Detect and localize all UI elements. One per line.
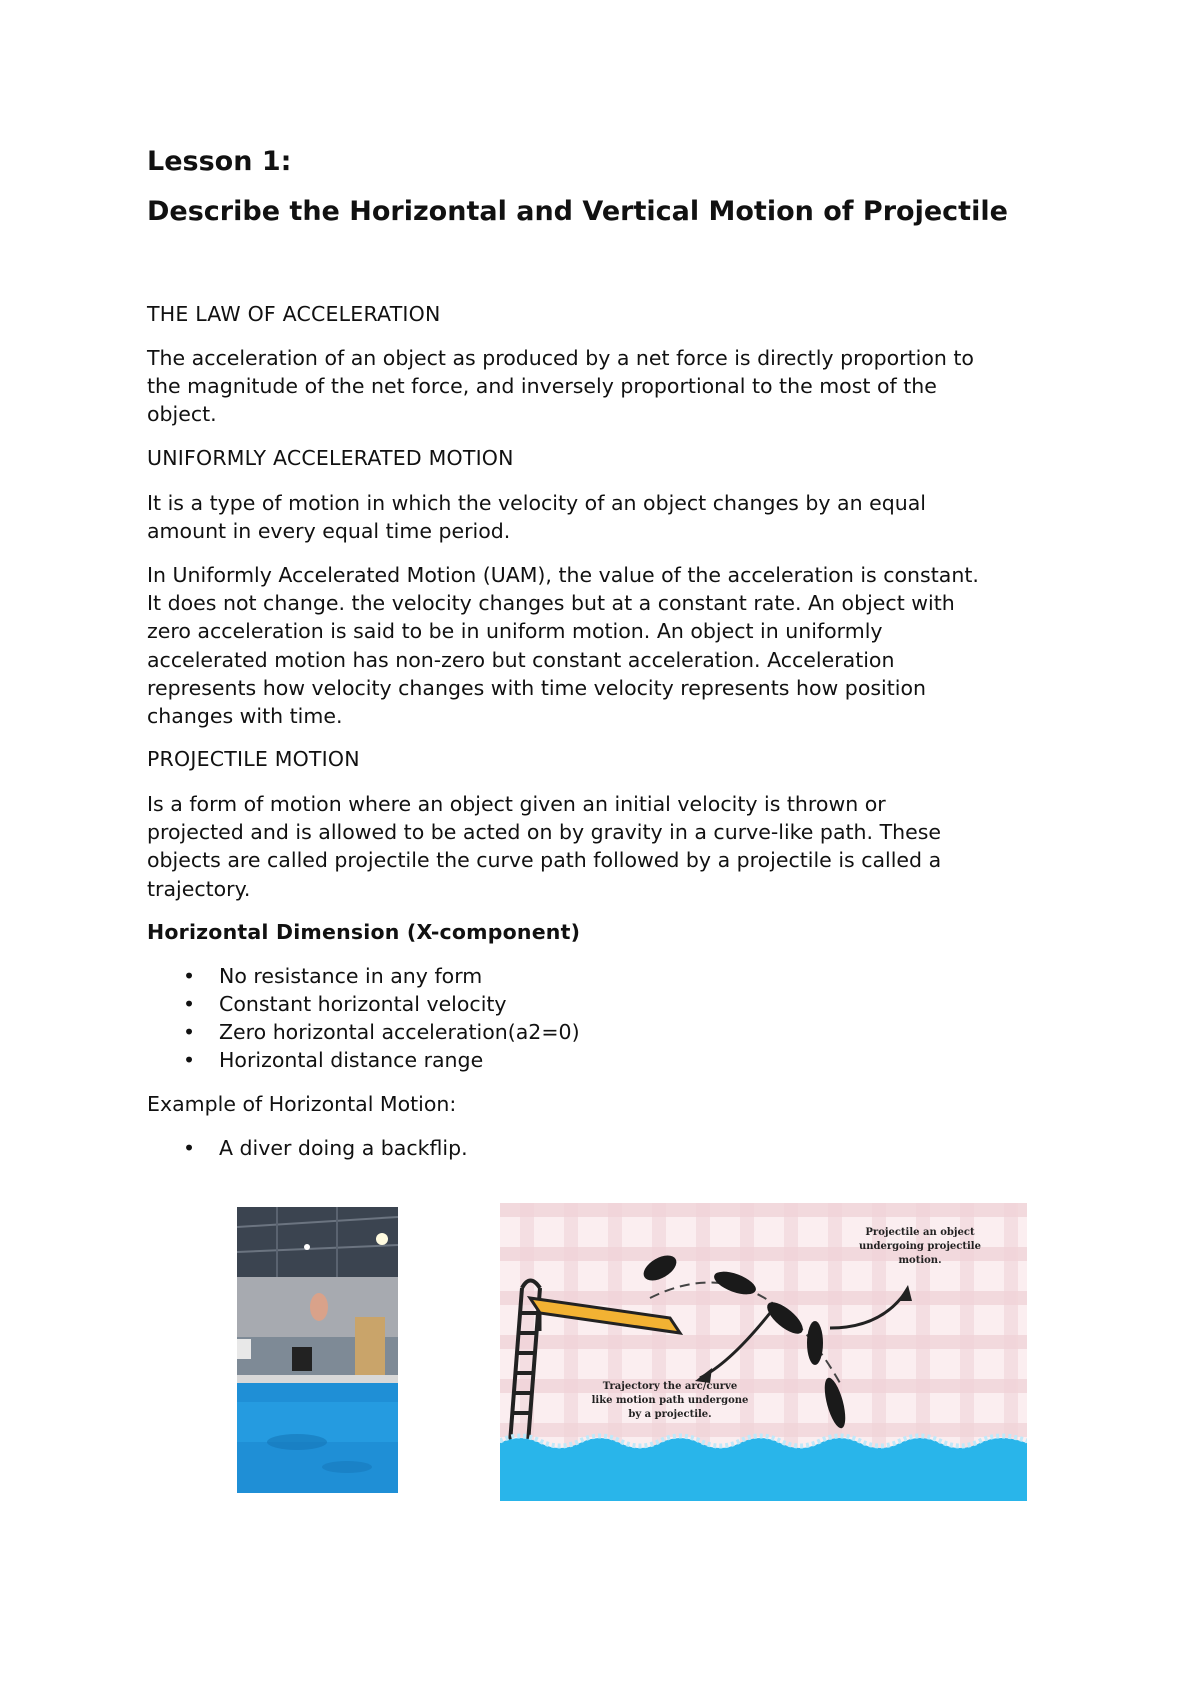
projectile-line: Is a form of motion where an object given an initial velocity is thrown or xyxy=(147,792,886,816)
projectile-line: objects are called projectile the curve path followed by a projectile is called a xyxy=(147,848,942,873)
projectile-label-line: motion. xyxy=(898,1255,942,1266)
projectile-label-line: Projectile an object xyxy=(865,1227,975,1238)
uam-heading: UNIFORMLY ACCELERATED MOTION xyxy=(147,446,514,470)
uam-line: In Uniformly Accelerated Motion (UAM), the value of the acceleration is constant. xyxy=(147,563,979,587)
example-label: Example of Horizontal Motion: xyxy=(147,1092,457,1116)
projectile-paragraph xyxy=(147,790,1067,903)
trajectory-label-line: by a projectile. xyxy=(628,1409,712,1420)
diver-photo xyxy=(237,1207,398,1493)
list-item: • Horizontal distance range xyxy=(147,1046,580,1074)
uam-line: represents how velocity changes with time velocity represents how position xyxy=(147,675,927,700)
projectile-line: trajectory. xyxy=(147,876,251,901)
law-line: object. xyxy=(147,402,217,427)
uam-paragraph-1 xyxy=(147,489,1067,545)
projectile-illustration xyxy=(500,1203,1027,1501)
list-item: • Zero horizontal acceleration(a2=0) xyxy=(147,1018,580,1046)
trajectory-label-line: like motion path undergone xyxy=(591,1395,749,1406)
lesson-number: Lesson 1: xyxy=(147,146,292,177)
trajectory-label-line: Trajectory the arc/curve xyxy=(602,1381,738,1392)
uam-line: It is a type of motion in which the velocity of an object changes by an equal xyxy=(147,491,926,515)
projectile-label-line: undergoing projectile xyxy=(859,1241,981,1252)
list-item: • A diver doing a backflip. xyxy=(147,1134,468,1162)
uam-line: It does not change. the velocity changes but at a constant rate. An object with xyxy=(147,591,955,616)
list-item: • No resistance in any form xyxy=(147,962,580,990)
projectile-line: projected and is allowed to be acted on by gravity in a curve-like path. These xyxy=(147,820,941,845)
page-title: Describe the Horizontal and Vertical Motion of Projectile xyxy=(147,196,1008,227)
horizontal-list xyxy=(147,962,580,1074)
horizontal-heading: Horizontal Dimension (X-component) xyxy=(147,920,581,944)
projectile-heading: PROJECTILE MOTION xyxy=(147,747,360,771)
example-list xyxy=(147,1134,468,1162)
law-line: The acceleration of an object as produced by a net force is directly proportion to xyxy=(147,346,974,370)
law-line: the magnitude of the net force, and inversely proportional to the most of the xyxy=(147,374,937,399)
uam-paragraph-2 xyxy=(147,561,1067,730)
uam-line: zero acceleration is said to be in uniform motion. An object in uniformly xyxy=(147,619,883,644)
list-item: • Constant horizontal velocity xyxy=(147,990,580,1018)
uam-line: amount in every equal time period. xyxy=(147,519,511,544)
law-paragraph xyxy=(147,344,1067,429)
uam-line: changes with time. xyxy=(147,704,343,729)
uam-line: accelerated motion has non-zero but constant acceleration. Acceleration xyxy=(147,647,895,672)
law-heading: THE LAW OF ACCELERATION xyxy=(147,302,441,326)
